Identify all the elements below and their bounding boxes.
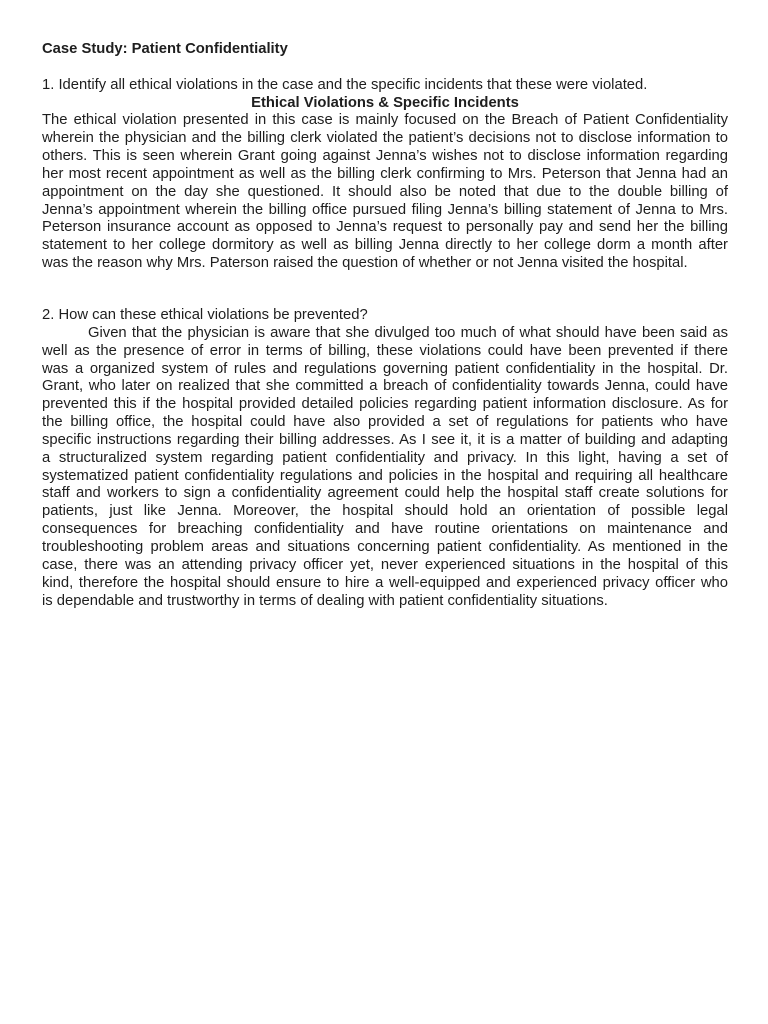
answer-2-line: a structuralized system regarding patient confidentiality and privacy. In this light, having a set of [42, 449, 728, 466]
answer-2-line: systematized patient confidentiality regulations and policies in the hospital and requiring all healthcare [42, 467, 728, 484]
answer-2-line: kind, therefore the hospital should ensure to hire a well-equipped and experienced privacy officer who [42, 574, 728, 591]
answer-2-paragraph [42, 325, 728, 611]
answer-1-line: appointment on the day she questioned. It should also be noted that due to the double billing of [42, 183, 728, 200]
answer-2-line: was a organized system of rules and regulations governing patient confidentiality in the hospital. Dr. [42, 360, 728, 377]
answer-2-line: Given that the physician is aware that she divulged too much of what should have been said as [88, 324, 728, 341]
answer-1-line: wherein the physician and the billing clerk violated the patient’s decisions not to disclose information to [42, 130, 728, 147]
answer-2-line: patients, just like Jenna. Moreover, the hospital should hold an orientation of possible legal [42, 503, 728, 520]
answer-2-line: prevented this if the hospital provided detailed policies regarding patient information disclosure. As for [42, 396, 728, 413]
answer-1-paragraph [42, 112, 728, 273]
answer-2-line: Grant, who later on realized that she committed a breach of confidentiality towards Jenna, could have [42, 378, 728, 395]
answer-1-line: Peterson insurance account as opposed to Jenna’s request to personally pay and send her the billing [42, 219, 728, 236]
answer-2-line: specific instructions regarding their billing addresses. As I see it, it is a matter of building and adapting [42, 431, 728, 448]
section-question-1 [42, 41, 728, 273]
section-question-2 [42, 307, 728, 610]
answer-1-line: Jenna’s appointment wherein the billing office pursued filing Jenna’s billing statement of Jenna to Mrs. [42, 201, 728, 218]
answer-1-line: The ethical violation presented in this case is mainly focused on the Breach of Patient Confidentiality [42, 112, 728, 129]
section-heading: Ethical Violations & Specific Incidents [251, 94, 519, 111]
answer-1-line: her most recent appointment as well as the billing clerk confirming to Mrs. Peterson that Jenna had an [42, 165, 728, 182]
answer-2-line: troubleshooting problem areas and situations concerning patient confidentiality. As mentioned in the [42, 538, 728, 555]
answer-2-line: case, there was an attending privacy officer yet, never experienced situations in the hospital of this [42, 556, 728, 573]
answer-1-line: was the reason why Mrs. Paterson raised the question of whether or not Jenna visited the hospital. [42, 255, 688, 272]
answer-2-line: well as the presence of error in terms of billing, these violations could have been prevented if there [42, 342, 728, 359]
blank-line [42, 59, 728, 77]
answer-1-line: statement to her college dormitory as well as billing Jenna directly to her college dorm a month after [42, 237, 728, 254]
answer-2-line: the billing office, the hospital could have also provided a set of regulations for patients who have [42, 414, 728, 431]
answer-2-line: staff and workers to sign a confidentiality agreement could help the hospital staff create solutions for [42, 485, 728, 502]
question-2: 2. How can these ethical violations be prevented? [42, 307, 368, 323]
answer-2-line: is dependable and trustworthy in terms of dealing with patient confidentiality situations. [42, 592, 608, 609]
answer-2-line: consequences for breaching confidentiality and have routine orientations on maintenance and [42, 521, 728, 538]
answer-1-line: others. This is seen wherein Grant going against Jenna’s wishes not to disclose information regarding [42, 148, 728, 165]
document-title: Case Study: Patient Confidentiality [42, 41, 288, 57]
question-1: 1. Identify all ethical violations in the case and the specific incidents that these were violated. [42, 76, 648, 93]
